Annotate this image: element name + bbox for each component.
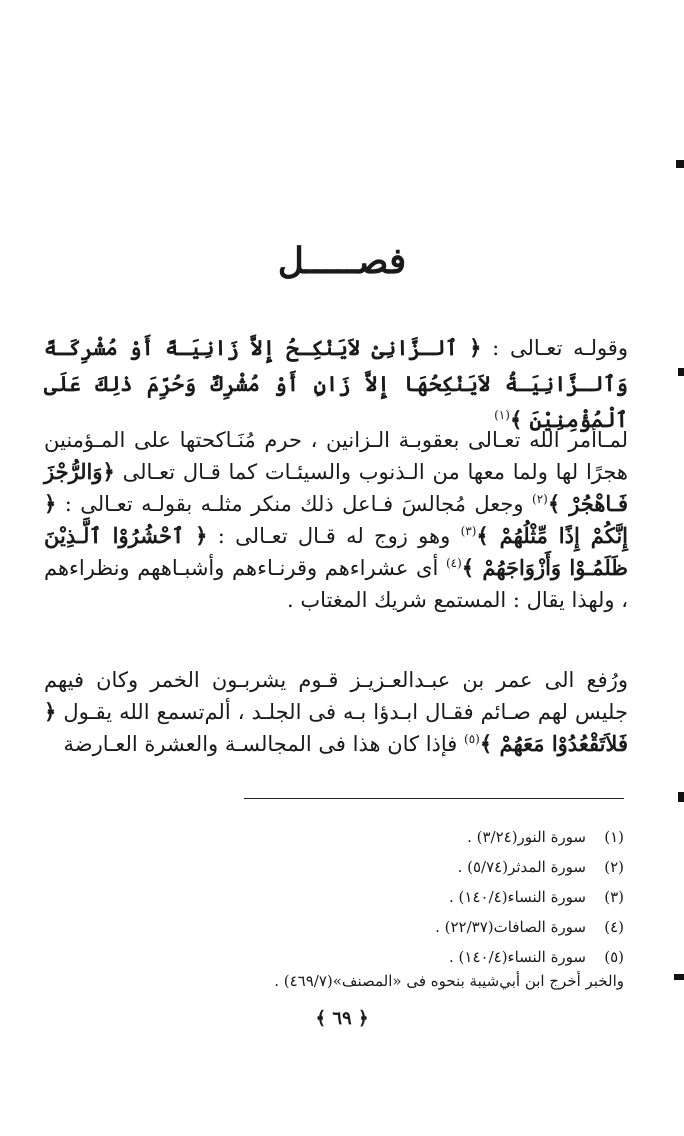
footnote: [200, 882, 624, 912]
footnote-number: (٢): [604, 858, 624, 876]
footnote-text: سورة النور(٣/٢٤) .: [467, 828, 586, 846]
footnote-ref-2: (٢): [532, 492, 548, 506]
paragraph-1-prefix: وقولـه تعـالى :: [481, 336, 628, 360]
footnotes: [200, 822, 624, 972]
footnote: [200, 822, 624, 852]
quran-quote-1: ﴿ ٱلـزَّانِىْ لاَيَنْكِـحُ إِلاَّ زَانِيَـةً أَوْ مُشْرِكَـةً وَٱلـزَّانِيَـةُ لاَيَنْكِحُهَا إِلاَّ زَانٍ أَوْ مُشْرِكٌ وَحُرِّمَ ذٰلِكَ عَلَى ٱلْمُؤْمِنِيْنَ ﴾: [44, 335, 628, 432]
page-number: ﴿ ٦٩ ﴾: [315, 1008, 369, 1029]
footnote-ref-4: (٤): [445, 556, 462, 570]
paragraph-2-text-1: لمـاأمر الله تعـالى بعقوبـة الـزانين ، حرم مُنَـاكحتها على المـؤمنين هجرًا لها ولما معها من الـذنوب والسيئـات كما قـال تعـالى: [44, 428, 628, 484]
footnote: [200, 852, 624, 882]
footnote-number: (٣): [604, 888, 624, 906]
scan-mark-mid: [678, 368, 684, 376]
quran-quote-3: ﴿ إِنَّكُمْ إِذًا مِّثْلُهُمْ ﴾: [44, 491, 628, 548]
footnote-number: (٤): [604, 918, 624, 936]
footnote-ref-3: (٣): [460, 524, 477, 538]
footnote-text: سورة المدثر(٥/٧٤) .: [457, 858, 586, 876]
paragraph-2-text-4: أى عشراءهم وقرنـاءهم وأشبـاههم ونظراءهم ، ولهذا يقال : المستمع شريك المغتاب .: [44, 556, 628, 612]
paragraph-2-text-2: وجعل مُجالسَ فـاعل ذلك منكر مثلـه بقولـه تعـالى :: [56, 492, 532, 516]
footnote-divider: [244, 798, 624, 799]
footnote: [200, 912, 624, 942]
footnote-ref-1: (١): [494, 408, 510, 422]
paragraph-1: [44, 330, 628, 438]
footnote-ref-5: (٥): [464, 732, 480, 746]
quran-quote-2: ﴿وَالرُّجْزَ فَـاهْجُرْ ﴾: [44, 459, 629, 516]
footnote-text: سورة النساء(١٤٠/٤) .: [449, 888, 586, 906]
quran-quote-4: ﴿ ٱحْشُرُوْا ٱلَّـذِيْنَ ظَلَمُـوْا وَأَزْوَاجَهُمْ ﴾: [44, 523, 628, 580]
paragraph-3: [44, 664, 628, 760]
paragraph-2: [44, 424, 628, 616]
paragraph-3-text-2: فإذا كان هذا فى المجالسـة والعشرة العـارضة: [63, 732, 465, 756]
scan-mark-lower: [678, 792, 684, 802]
scan-mark-bottom: [674, 974, 684, 980]
scan-mark-top: [676, 160, 684, 168]
quran-quote-5: ﴿ فَلاَتَقْعُدُوْا مَعَهُمْ ﴾: [44, 699, 628, 756]
paragraph-3-text-1: ورُفع الى عمر بن عبـدالعـزيـز قـوم يشربـون الخمر وكان فيهم جليس لهم صـائم فقـال ابـدؤا بـه فى الجلـد ، ألم‌تسمع الله يقـول: [44, 668, 628, 724]
footnote-text: سورة الصافات(٢٢/٣٧) .: [435, 918, 586, 936]
footnote-text: سورة النساء(١٤٠/٤) .: [449, 948, 586, 966]
footnote-number: (١): [604, 828, 624, 846]
footnote-number: (٥): [604, 948, 624, 966]
footnote: [200, 942, 624, 972]
footnote-extra-note: والخبر أخرج ابن أبي‌شيبة بنحوه فى «المصنف»(٤٦٩/٧) .: [274, 972, 624, 990]
paragraph-2-text-3: وهو زوج له قـال تعـالى :: [207, 524, 461, 548]
section-title: فصـــــل: [277, 240, 407, 282]
